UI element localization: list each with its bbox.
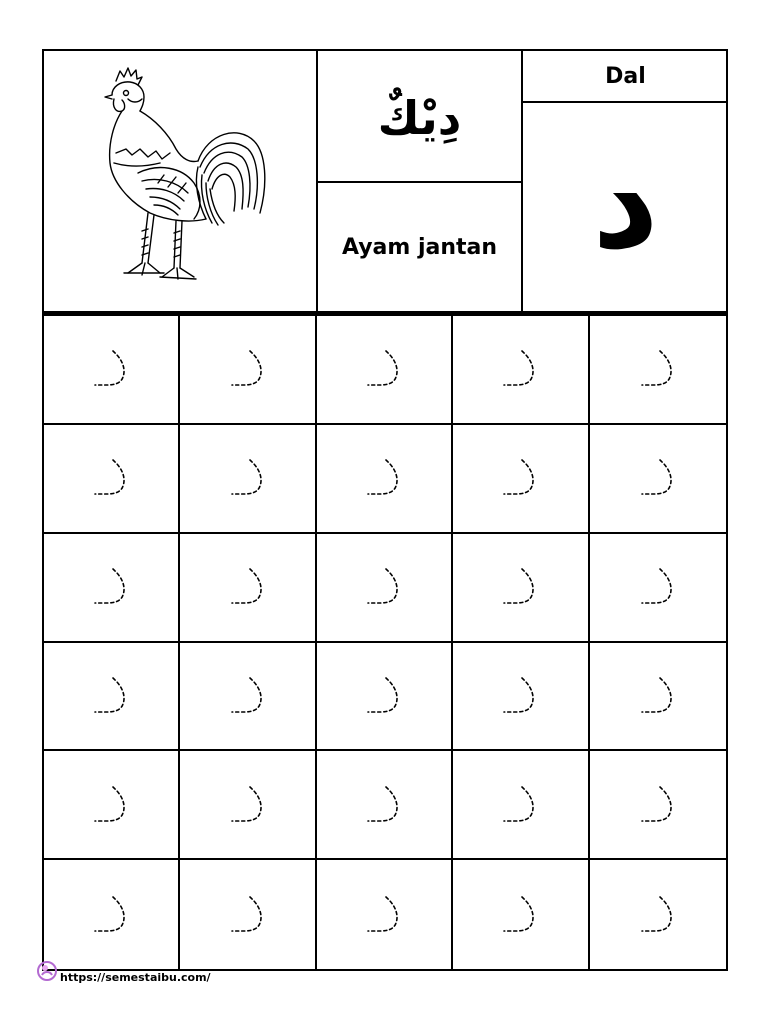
trace-cell[interactable]: [180, 643, 316, 752]
dal-dotted-glyph: [228, 565, 268, 609]
worksheet-header: [42, 49, 728, 313]
trace-cell[interactable]: [44, 643, 180, 752]
trace-cell[interactable]: [317, 316, 453, 425]
dal-dotted-glyph: [638, 565, 678, 609]
trace-cell[interactable]: [44, 751, 180, 860]
worksheet: [42, 49, 730, 971]
dal-dotted-glyph: [364, 347, 404, 391]
dal-dotted-glyph: [364, 893, 404, 937]
arabic-word: دِيْكٌ: [377, 91, 462, 145]
dal-dotted-glyph: [91, 456, 131, 500]
trace-cell[interactable]: [44, 534, 180, 643]
trace-cell[interactable]: [590, 751, 726, 860]
letter-name-cell: [523, 51, 728, 103]
trace-cell[interactable]: [590, 643, 726, 752]
dal-dotted-glyph: [500, 674, 540, 718]
trace-cell[interactable]: [317, 643, 453, 752]
trace-cell[interactable]: [453, 860, 589, 969]
dal-dotted-glyph: [91, 674, 131, 718]
word-meaning: Ayam jantan: [341, 234, 498, 260]
dal-dotted-glyph: [228, 456, 268, 500]
trace-cell[interactable]: [180, 751, 316, 860]
trace-cell[interactable]: [44, 425, 180, 534]
trace-cell[interactable]: [44, 316, 180, 425]
dal-dotted-glyph: [91, 347, 131, 391]
trace-cell[interactable]: [317, 751, 453, 860]
dal-dotted-glyph: [638, 674, 678, 718]
trace-cell[interactable]: [453, 425, 589, 534]
trace-cell[interactable]: [453, 534, 589, 643]
dal-dotted-glyph: [228, 783, 268, 827]
trace-cell[interactable]: [180, 316, 316, 425]
semestaibu-logo-icon: [36, 957, 58, 983]
dal-dotted-glyph: [500, 783, 540, 827]
dal-dotted-glyph: [500, 347, 540, 391]
meaning-cell: [318, 183, 523, 311]
dal-dotted-glyph: [228, 347, 268, 391]
dal-dotted-glyph: [500, 456, 540, 500]
trace-cell[interactable]: [180, 534, 316, 643]
dal-dotted-glyph: [364, 783, 404, 827]
trace-cell[interactable]: [453, 643, 589, 752]
big-letter-cell: [523, 103, 728, 311]
tracing-grid: [42, 313, 728, 971]
footer-url[interactable]: https://semestaibu.com/: [60, 970, 211, 984]
trace-cell[interactable]: [590, 316, 726, 425]
big-letter: د: [592, 126, 659, 278]
trace-cell[interactable]: [317, 534, 453, 643]
dal-dotted-glyph: [228, 674, 268, 718]
letter-name: Dal: [605, 63, 646, 89]
trace-cell[interactable]: [44, 860, 180, 969]
trace-cell[interactable]: [317, 860, 453, 969]
dal-dotted-glyph: [91, 893, 131, 937]
dal-dotted-glyph: [638, 456, 678, 500]
dal-dotted-glyph: [364, 456, 404, 500]
trace-cell[interactable]: [590, 860, 726, 969]
trace-cell[interactable]: [453, 751, 589, 860]
trace-cell[interactable]: [453, 316, 589, 425]
arabic-word-cell: [318, 51, 523, 183]
rooster-icon: [98, 63, 268, 303]
trace-cell[interactable]: [180, 860, 316, 969]
trace-cell[interactable]: [590, 534, 726, 643]
dal-dotted-glyph: [500, 893, 540, 937]
trace-cell[interactable]: [317, 425, 453, 534]
footer: [36, 955, 211, 985]
dal-dotted-glyph: [364, 674, 404, 718]
dal-dotted-glyph: [91, 783, 131, 827]
dal-dotted-glyph: [228, 893, 268, 937]
picture-cell: [44, 51, 318, 311]
dal-dotted-glyph: [500, 565, 540, 609]
dal-dotted-glyph: [91, 565, 131, 609]
dal-dotted-glyph: [364, 565, 404, 609]
trace-cell[interactable]: [180, 425, 316, 534]
dal-dotted-glyph: [638, 783, 678, 827]
trace-cell[interactable]: [590, 425, 726, 534]
dal-dotted-glyph: [638, 347, 678, 391]
dal-dotted-glyph: [638, 893, 678, 937]
